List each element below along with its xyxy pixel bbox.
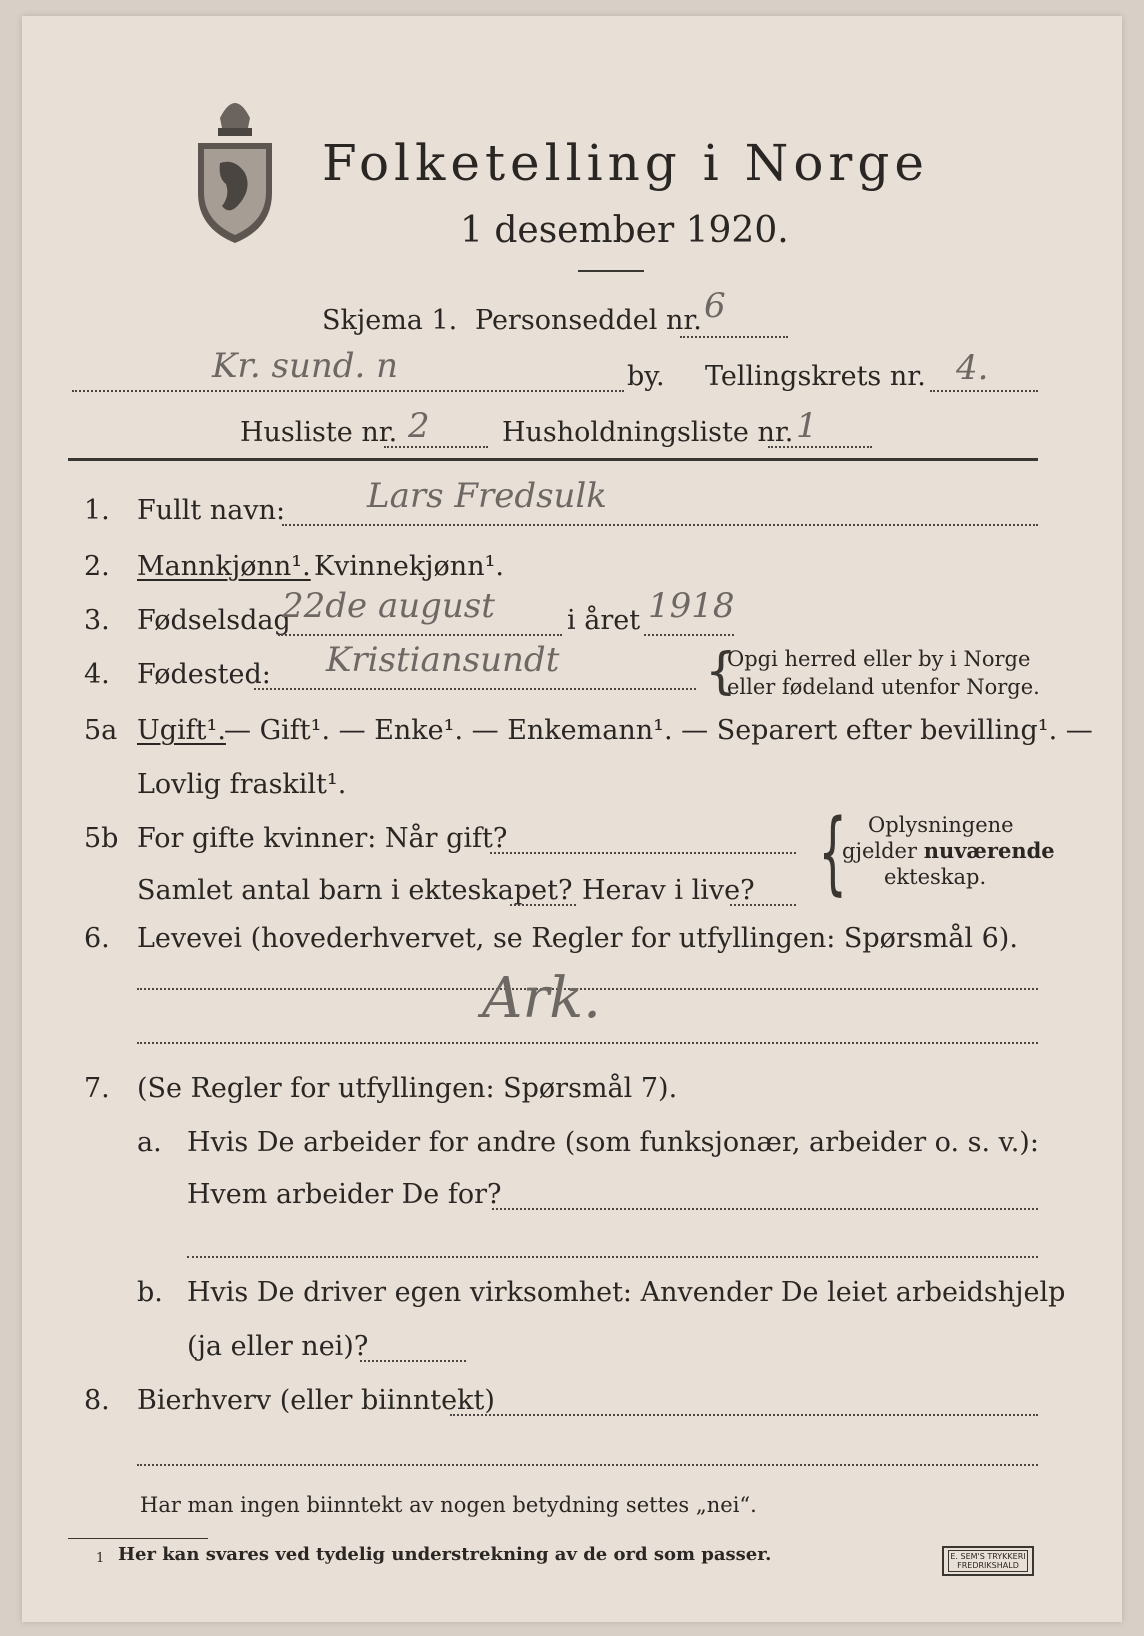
marital-other-options[interactable]: — Gift¹. — Enke¹. — Enkemann¹. — Separert efter bevilling¹. — <box>224 715 1093 746</box>
when-married-field[interactable] <box>490 852 796 854</box>
hired-help-field[interactable] <box>360 1360 466 1362</box>
birth-date-field[interactable] <box>278 634 562 636</box>
q4-note-line1: Opgi herred eller by i Norge <box>727 647 1031 671</box>
birth-date-value: 22de august <box>282 586 495 626</box>
occupation-field-line2[interactable] <box>137 1042 1038 1044</box>
q5b-number: 5b <box>84 823 119 854</box>
q8-number: 8. <box>84 1385 110 1416</box>
birth-year-value: 1918 <box>648 586 735 626</box>
q5b-note-line3: ekteskap. <box>884 865 987 889</box>
employer-field-line1[interactable] <box>492 1208 1038 1210</box>
q8-label: Bierhverv (eller biinntekt) <box>137 1385 495 1416</box>
birthplace-value: Kristiansundt <box>326 640 560 680</box>
q7b-line1: Hvis De driver egen virksomhet: Anvender De leiet arbeidshjelp <box>187 1277 1066 1308</box>
q5b-children-label: Samlet antal barn i ekteskapet? <box>137 875 573 906</box>
printer-stamp-text: E. SEM'S TRYKKERI FREDRIKSHALD <box>948 1550 1028 1572</box>
birthplace-field[interactable] <box>254 688 696 690</box>
tellingskrets-field[interactable] <box>930 390 1038 392</box>
census-date: 1 desember 1920. <box>460 210 789 251</box>
census-form-page <box>22 16 1122 1622</box>
employer-field-line2[interactable] <box>187 1256 1038 1258</box>
q7a-line1: Hvis De arbeider for andre (som funksjonær, arbeider o. s. v.): <box>187 1127 1039 1158</box>
footnote-mark: 1 <box>96 1551 105 1566</box>
children-total-field[interactable] <box>510 904 576 906</box>
q5b-note-line1: Oplysningene <box>868 813 1014 837</box>
marital-ugift-option[interactable]: Ugift¹. <box>137 715 226 746</box>
q4-label: Fødested: <box>137 659 271 690</box>
gender-male-option[interactable]: Mannkjønn¹. <box>137 551 311 582</box>
husliste-value: 2 <box>408 406 430 446</box>
q1-label: Fullt navn: <box>137 495 286 526</box>
q8-note: Har man ingen biinntekt av nogen betydning settes „nei“. <box>140 1493 757 1517</box>
town-value: Kr. sund. n <box>212 346 399 386</box>
side-income-field-line2[interactable] <box>137 1464 1038 1466</box>
full-name-field[interactable] <box>282 524 1038 526</box>
full-name-value: Lars Fredsulk <box>367 476 607 516</box>
q5a-number: 5a <box>84 715 118 746</box>
coat-of-arms-icon <box>190 88 280 248</box>
town-field[interactable] <box>72 390 624 392</box>
printer-stamp <box>942 1546 1034 1576</box>
tellingskrets-label: Tellingskrets nr. <box>705 361 926 392</box>
form-title: Folketelling i Norge <box>322 134 929 192</box>
husholdningsliste-label: Husholdningsliste nr. <box>502 417 794 448</box>
header-separator <box>68 458 1038 461</box>
q4-brace: { <box>705 642 737 700</box>
personseddel-field[interactable] <box>680 336 788 338</box>
children-alive-field[interactable] <box>730 904 796 906</box>
q3-label: Fødselsdag <box>137 605 291 636</box>
husliste-label: Husliste nr. <box>240 417 398 448</box>
husliste-field[interactable] <box>384 446 488 448</box>
q5b-brace: { <box>818 800 847 905</box>
q7a-line2: Hvem arbeider De for? <box>187 1179 502 1210</box>
q4-note-line2: eller fødeland utenfor Norge. <box>727 675 1040 699</box>
q7-label: (Se Regler for utfyllingen: Spørsmål 7). <box>137 1073 678 1104</box>
q3-year-label: i året <box>567 605 641 636</box>
occupation-value: Ark. <box>482 966 601 1031</box>
footnote-rule <box>68 1538 208 1539</box>
birth-year-field[interactable] <box>644 634 734 636</box>
footnote-text: Her kan svares ved tydelig understrekning av de ord som passer. <box>118 1544 772 1565</box>
q7-number: 7. <box>84 1073 110 1104</box>
q7b-letter: b. <box>137 1277 163 1308</box>
title-divider <box>578 270 644 272</box>
q6-label: Levevei (hovederhvervet, se Regler for utfyllingen: Spørsmål 6). <box>137 923 1018 954</box>
q6-number: 6. <box>84 923 110 954</box>
skjema-label: Skjema 1. <box>322 305 458 336</box>
tellingskrets-value: 4. <box>956 348 989 388</box>
q2-number: 2. <box>84 551 110 582</box>
husholdningsliste-value: 1 <box>796 406 818 446</box>
q7a-letter: a. <box>137 1127 162 1158</box>
husholdningsliste-field[interactable] <box>768 446 872 448</box>
q7b-line2: (ja eller nei)? <box>187 1331 369 1362</box>
q5b-note-line2b: nuværende <box>923 838 1055 863</box>
q5b-note-line2a: gjelder <box>842 839 924 863</box>
side-income-field-line1[interactable] <box>450 1414 1038 1416</box>
q3-number: 3. <box>84 605 110 636</box>
personseddel-value: 6 <box>704 286 726 326</box>
marital-fraskilt-option[interactable]: Lovlig fraskilt¹. <box>137 769 347 800</box>
q5b-alive-label: Herav i live? <box>582 875 755 906</box>
q1-number: 1. <box>84 495 110 526</box>
gender-female-option[interactable]: Kvinnekjønn¹. <box>314 551 504 582</box>
q5b-when-married-label: For gifte kvinner: Når gift? <box>137 823 508 854</box>
by-label: by. <box>627 361 665 392</box>
q4-number: 4. <box>84 659 110 690</box>
personseddel-label: Personseddel nr. <box>475 305 702 336</box>
